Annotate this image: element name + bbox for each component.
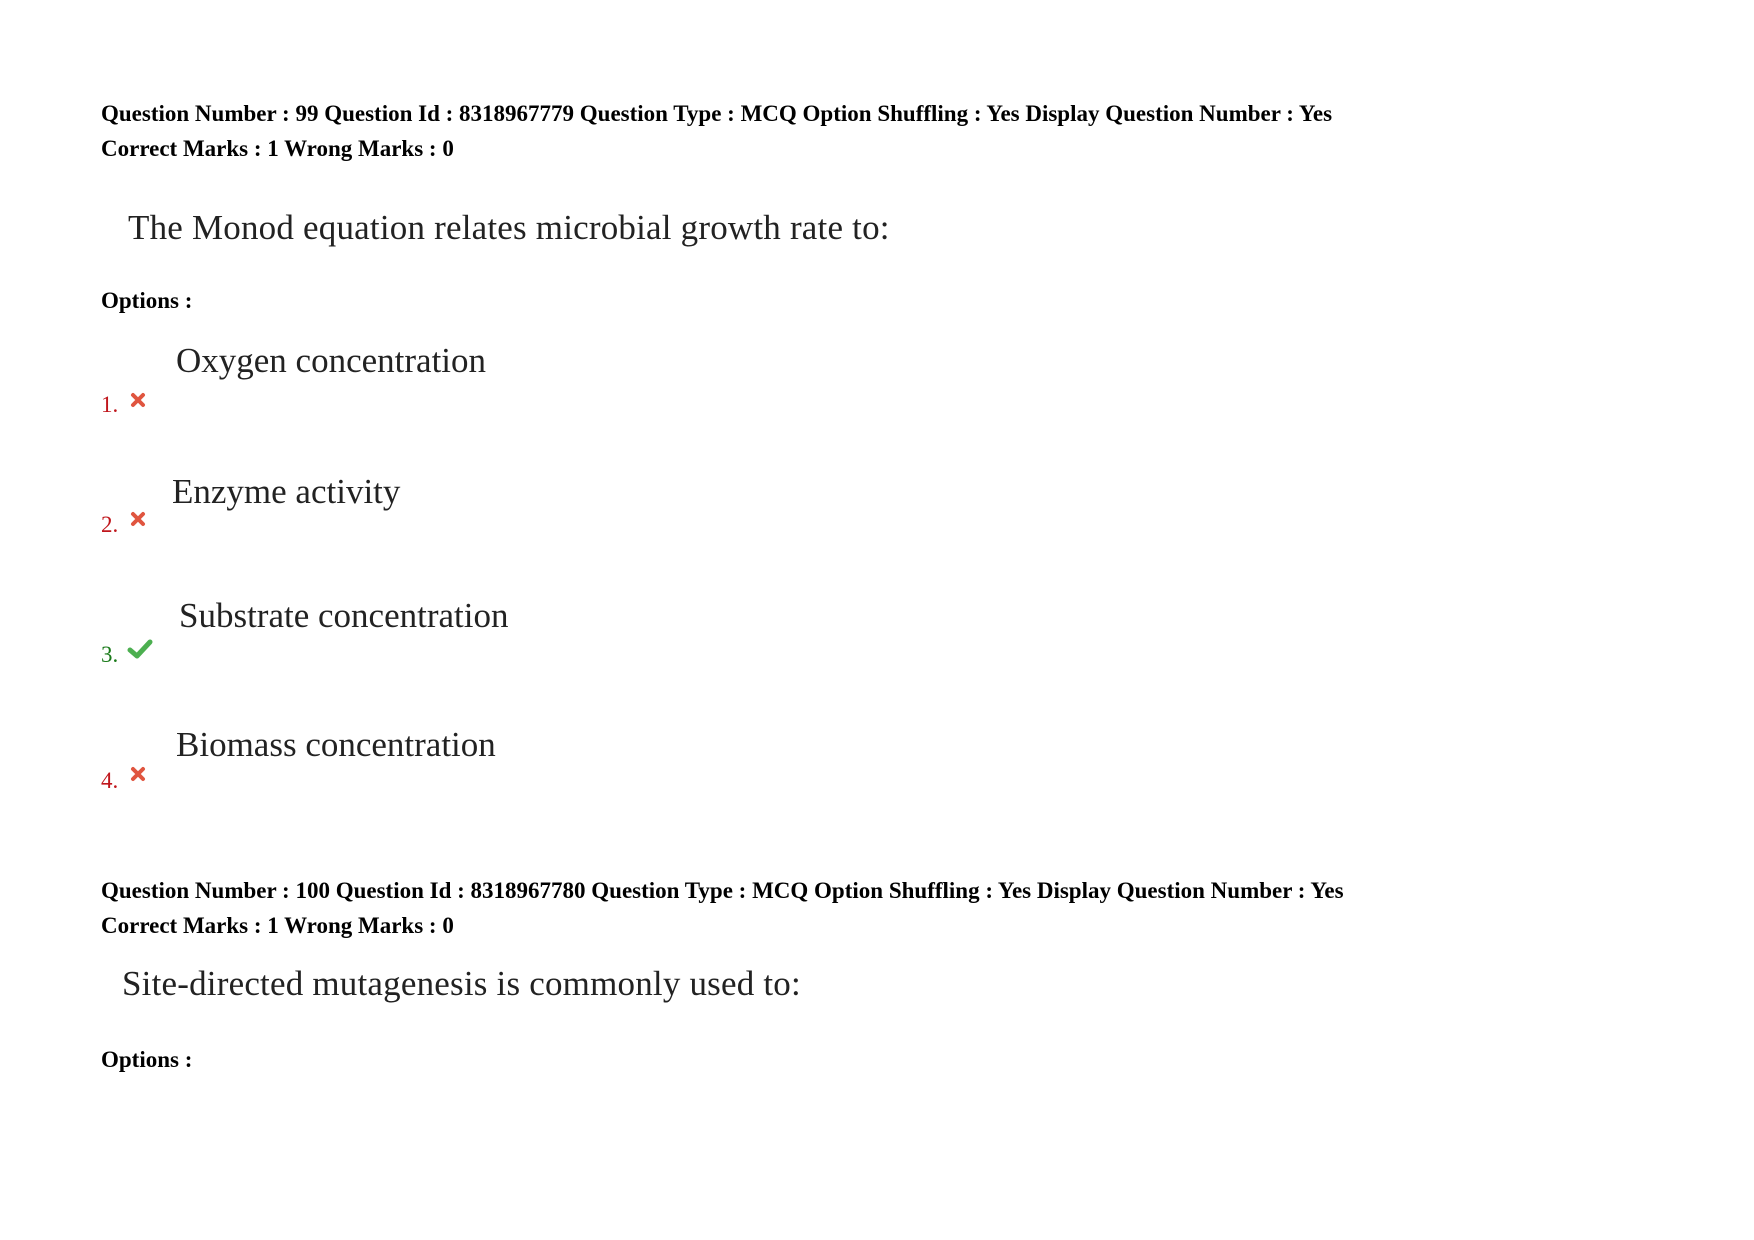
question-100-meta xyxy=(101,873,1344,943)
question-99-meta xyxy=(101,96,1332,166)
question-marks-line: Correct Marks : 1 Wrong Marks : 0 xyxy=(101,913,454,938)
question-99-text: The Monod equation relates microbial growth rate to: xyxy=(128,208,890,247)
check-icon xyxy=(127,638,153,665)
cross-icon xyxy=(130,766,146,787)
question-100-text: Site-directed mutagenesis is commonly used to: xyxy=(122,964,801,1003)
option-3-number: 3. xyxy=(101,642,119,667)
option-1-text: Oxygen concentration xyxy=(176,341,487,380)
options-label: Options : xyxy=(101,288,193,313)
cross-icon xyxy=(130,511,146,532)
question-meta-line: Question Number : 99 Question Id : 8318967779 Question Type : MCQ Option Shuffling : Yes Display Question Number : Yes xyxy=(101,101,1333,126)
option-4-number: 4. xyxy=(101,768,119,793)
option-4-text: Biomass concentration xyxy=(176,725,496,764)
question-marks-line: Correct Marks : 1 Wrong Marks : 0 xyxy=(101,136,454,161)
options-label: Options : xyxy=(101,1047,193,1072)
question-meta-line: Question Number : 100 Question Id : 8318967780 Question Type : MCQ Option Shuffling : Yes Display Question Number : Yes xyxy=(101,878,1344,903)
option-3-text: Substrate concentration xyxy=(179,596,509,635)
option-1-number: 1. xyxy=(101,392,119,417)
cross-icon xyxy=(130,392,146,413)
option-2-number: 2. xyxy=(101,512,119,537)
option-2-text: Enzyme activity xyxy=(172,472,401,511)
